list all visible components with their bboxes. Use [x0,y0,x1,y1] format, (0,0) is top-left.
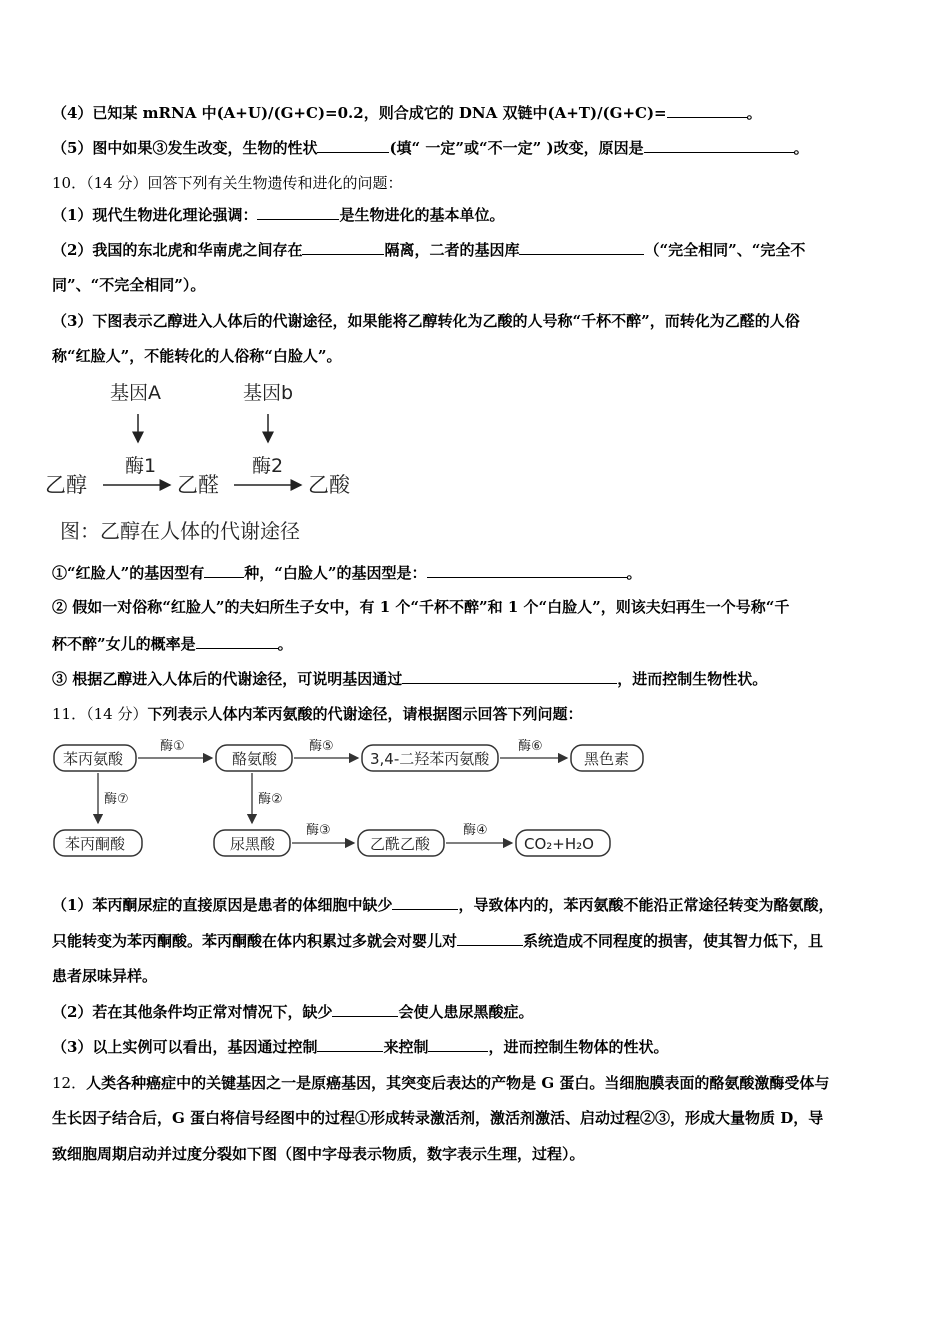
q10-part2-line2: 同”、“不完全相同”）。 [52,276,206,294]
answer-blank[interactable] [644,138,794,153]
q11-part3: （3）以上实例可以看出，基因通过控制 来控制 ，进而控制生物体的性状。 [52,1038,669,1056]
q11-heading: 11．（14 分）下列表示人体内苯丙氨酸的代谢途径，请根据图示回答下列问题： [52,705,583,723]
answer-blank[interactable] [332,1002,398,1017]
enzyme7-label: 酶⑦ [104,792,129,807]
enzyme4-label: 酶④ [463,823,488,838]
q10-part1: （1）现代生物进化理论强调： 是生物进化的基本单位。 [52,206,505,224]
q12-line1: 12．人类各种癌症中的关键基因之一是原癌基因，其突变后表达的产物是 G 蛋白。当细胞膜表面的酪氨酸激酶受体与 [52,1074,830,1092]
answer-blank[interactable] [196,634,278,649]
q10-sub1: ①“红脸人”的基因型有 种，“白脸人”的基因型是： 。 [52,564,642,582]
ethanol-metabolism-diagram [40,372,370,552]
q11-part2: （2）若在其他条件均正常对情况下，缺少 会使人患尿黑酸症。 [52,1003,534,1021]
answer-blank[interactable] [392,895,458,910]
q10-part3-line1: （3）下图表示乙醇进入人体后的代谢途径，如果能将乙醇转化为乙酸的人号称“千杯不醉”，而转化为乙醛的人俗 [52,312,800,330]
q9-part5: （5）图中如果③发生改变，生物的性状 (填“ 一定”或“不一定” )改变，原因是 。 [52,139,809,157]
ethanol-label: 乙醇 [45,473,87,497]
q11-part1-line3: 患者尿味异样。 [52,967,158,985]
answer-blank[interactable] [317,138,389,153]
answer-blank[interactable] [257,205,339,220]
q10-part3-line2: 称“红脸人”，不能转化的人俗称“白脸人”。 [52,347,342,365]
phenylpyruvate-label: 苯丙酮酸 [65,835,126,853]
q10-sub2-line2: 杯不醉”女儿的概率是 。 [52,635,293,653]
q11-part1-line1: （1）苯丙酮尿症的直接原因是患者的体细胞中缺少 ，导致体内的，苯丙氨酸不能沿正常途径转变为酪氨酸， [52,896,834,914]
answer-blank[interactable] [457,931,523,946]
q10-heading: 10．（14 分）回答下列有关生物遗传和进化的问题： [52,174,403,192]
enzyme1-label: 酶① [160,739,185,754]
diagram-caption: 图：乙醇在人体的代谢途径 [60,519,300,543]
phenylalanine-label: 苯丙氨酸 [63,750,124,768]
answer-blank[interactable] [427,563,627,578]
answer-blank[interactable] [317,1037,383,1052]
tyrosine-label: 酪氨酸 [232,750,278,768]
co2-h2o-label: CO₂+H₂O [524,835,594,853]
q9-part4: （4）已知某 mRNA 中(A+U)/(G+C)=0.2，则合成它的 DNA 双链中(A+T)/(G+C)= 。 [52,104,762,122]
q12-line3: 致细胞周期启动并过度分裂如下图（图中字母表示物质，数字表示生理，过程）。 [52,1145,585,1163]
homogentisate-label: 尿黑酸 [230,835,276,853]
enzyme5-label: 酶⑤ [309,739,334,754]
gene-b-label: 基因b [243,382,294,404]
q10-part2-line1: （2）我国的东北虎和华南虎之间存在 隔离，二者的基因库 （“完全相同”、“完全不 [52,241,806,259]
acetic-acid-label: 乙酸 [308,473,350,497]
q12-line2: 生长因子结合后，G 蛋白将信号经图中的过程①形成转录激活剂，激活剂激活、启动过程②③，形成大量物质 D，导 [52,1109,824,1127]
answer-blank[interactable] [402,669,617,684]
answer-blank[interactable] [519,240,644,255]
enzyme2-label: 酶② [258,792,283,807]
acetaldehyde-label: 乙醛 [177,473,219,497]
dopa-label: 3,4-二羟苯丙氨酸 [370,750,490,768]
gene-a-label: 基因A [110,382,161,404]
enzyme6-label: 酶⑥ [518,739,543,754]
q10-sub2-line1: ② 假如一对俗称“红脸人”的夫妇所生子女中，有 1 个“千杯不醉”和 1 个“白脸人”，则该夫妇再生一个号称“千 [52,598,790,616]
answer-blank[interactable] [428,1037,488,1052]
q11-part1-line2: 只能转变为苯丙酮酸。苯丙酮酸在体内积累过多就会对婴儿对 系统造成不同程度的损害，使其智力低下，且 [52,932,824,950]
melanin-label: 黑色素 [584,750,630,768]
acetoacetate-label: 乙酰乙酸 [370,835,431,853]
answer-blank[interactable] [204,563,244,578]
answer-blank[interactable] [667,103,747,118]
q10-sub3: ③ 根据乙醇进入人体后的代谢途径，可说明基因通过 ，进而控制生物性状。 [52,670,768,688]
enzyme3-label: 酶③ [306,823,331,838]
phenylalanine-pathway-diagram [48,733,630,863]
enzyme1-label: 酶1 [125,455,157,477]
enzyme2-label: 酶2 [252,455,284,477]
answer-blank[interactable] [302,240,384,255]
